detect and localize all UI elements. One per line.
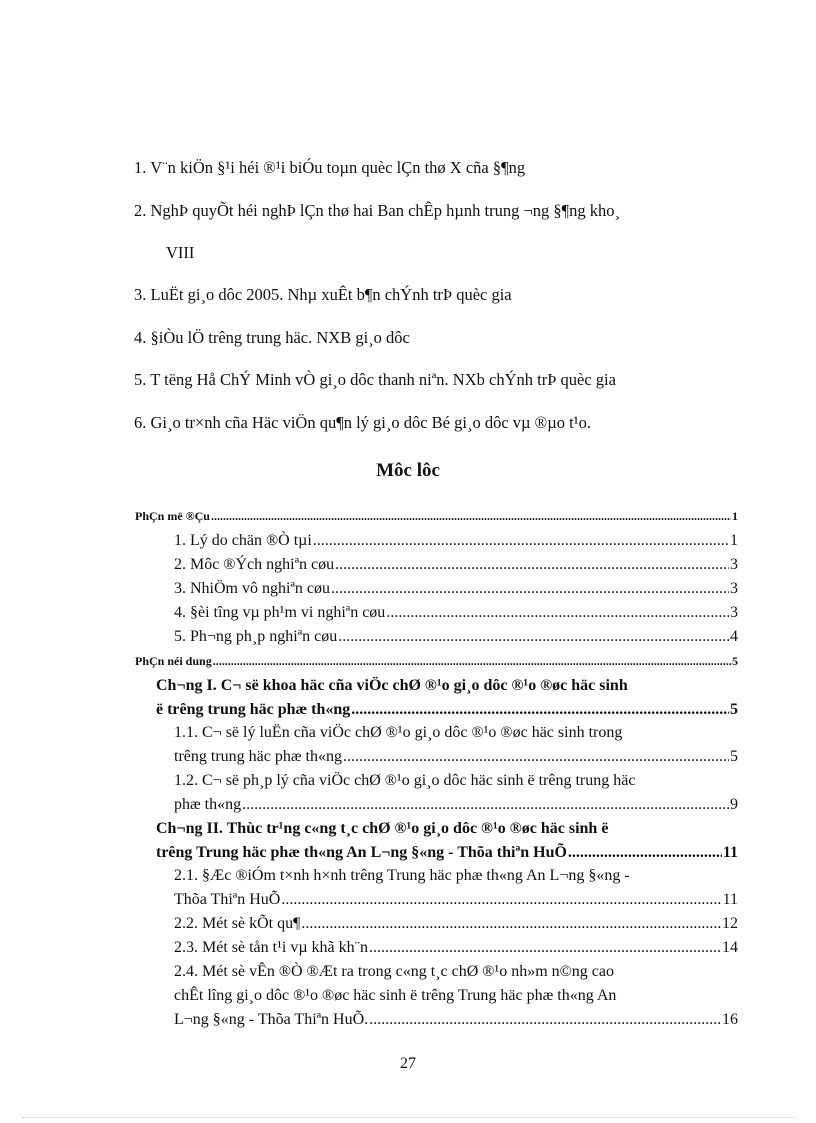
- toc-section-row: [135, 625, 738, 649]
- toc-subsection-line: 1.2. C¬ së ph¸p lý cña viÖc chØ ®¹o gi¸o dôc häc sinh ë trêng trung häc: [174, 772, 636, 789]
- toc-part-label: PhÇn më ®Çu: [135, 509, 210, 523]
- toc-subsection-entry: [135, 721, 738, 769]
- toc-page-number: 14: [722, 939, 738, 956]
- toc-page-number: 5: [730, 748, 738, 765]
- toc-page-number: 1: [730, 532, 738, 549]
- toc-part-row: [135, 506, 738, 529]
- reference-item: 2. NghÞ quyÕt héi nghÞ lÇn thø hai Ban chÊp hµnh trung ¬ng §¶ng kho¸: [134, 200, 620, 220]
- toc-subsection-row: [135, 936, 738, 960]
- toc-section-row: [135, 529, 738, 553]
- toc-section-label: 4. §èi tîng vµ ph¹m vi nghiªn cøu: [174, 604, 386, 621]
- toc-subsection-entry: [135, 864, 738, 912]
- toc-subsection-line: Thõa Thiªn HuÕ: [174, 891, 281, 908]
- toc-section-row: [135, 553, 738, 577]
- toc-part-label: PhÇn néi dung: [135, 654, 212, 668]
- toc-subsection-line: chÊt lîng gi¸o dôc ®¹o ®øc häc sinh ë trêng Trung häc phæ th«ng An: [174, 987, 617, 1004]
- toc-subsection-label: 2.3. Mét sè tån t¹i vµ khã kh¨n: [174, 939, 368, 956]
- toc-page-number: 3: [730, 556, 738, 573]
- toc-page-number: 5: [730, 700, 738, 718]
- toc-subsection-line: 1.1. C¬ së lý luËn cña viÖc chØ ®¹o gi¸o dôc ®¹o ®øc häc sinh trong: [174, 724, 623, 741]
- page-number: 27: [400, 1055, 416, 1072]
- toc-chapter-line: ë trêng trung häc phæ th«ng: [156, 700, 351, 718]
- toc-page-number: 3: [730, 604, 738, 621]
- reference-item: 5. T tëng Hå ChÝ Minh vÒ gi¸o dôc thanh niªn. NXb chÝnh trÞ quèc gia: [134, 370, 616, 389]
- toc-subsection-label: 2.2. Mét sè kÕt qu¶: [174, 915, 301, 932]
- toc-subsection-line: 2.1. §Æc ®iÓm t×nh h×nh trêng Trung häc phæ th«ng An L¬ng §«ng -: [174, 867, 630, 884]
- toc-chapter-line: Ch¬ng II. Thùc tr¹ng c«ng t¸c chØ ®¹o gi¸o dôc ®¹o ®øc häc sinh ë: [156, 820, 609, 837]
- toc-chapter-entry: [135, 817, 738, 864]
- toc-chapter-line: trêng Trung häc phæ th«ng An L¬ng §«ng - Thõa thiªn HuÕ: [156, 843, 567, 861]
- toc-subsection-entry: [135, 769, 738, 817]
- page-bottom-divider: [22, 1117, 796, 1118]
- toc-chapter-line: Ch¬ng I. C¬ së khoa häc cña viÖc chØ ®¹o gi¸o dôc ®¹o ®øc häc sinh: [156, 677, 628, 694]
- toc-subsection-line: 2.4. Mét sè vÊn ®Ò ®Æt ra trong c«ng t¸c chØ ®¹o nh»m n©ng cao: [174, 963, 615, 980]
- toc-subsection-line: phæ th«ng: [174, 796, 242, 813]
- table-of-contents: [135, 506, 738, 1032]
- toc-subsection-entry: [135, 960, 738, 1032]
- toc-page-number: 9: [730, 796, 738, 813]
- toc-page-number: 16: [722, 1011, 738, 1028]
- toc-part-row: [135, 651, 738, 674]
- toc-page-number: 11: [722, 843, 738, 861]
- reference-item: 3. LuËt gi¸o dôc 2005. Nhµ xuÊt b¶n chÝnh trÞ quèc gia: [134, 285, 512, 304]
- toc-chapter-entry: [135, 674, 738, 721]
- toc-section-label: 1. Lý do chän ®Ò tµi: [174, 532, 312, 549]
- reference-item: 4. §iÒu lÖ trêng trung häc. NXB gi¸o dôc: [134, 327, 410, 347]
- toc-page-number: 12: [722, 915, 738, 932]
- toc-section-label: 5. Ph¬ng ph¸p nghiªn cøu: [174, 628, 338, 645]
- toc-section-label: 2. Môc ®Ých nghiªn cøu: [174, 556, 335, 573]
- reference-item: 1. V¨n kiÖn §¹i héi ®¹i biÓu toµn quèc lÇn thø X cña §¶ng: [134, 158, 526, 177]
- toc-page-number: 4: [730, 628, 738, 645]
- toc-page-number: 1: [732, 509, 738, 523]
- toc-section-label: 3. NhiÖm vô nghiªn cøu: [174, 580, 330, 597]
- reference-item-continuation: VIII: [166, 242, 195, 262]
- reference-list: [134, 158, 774, 455]
- toc-page-number: 3: [730, 580, 738, 597]
- toc-subsection-row: [135, 912, 738, 936]
- toc-page-number: 5: [732, 654, 738, 668]
- toc-subsection-line: L¬ng §«ng - Thõa Thiªn HuÕ.: [174, 1011, 369, 1028]
- toc-section-row: [135, 577, 738, 601]
- toc-section-row: [135, 601, 738, 625]
- toc-subsection-line: trêng trung häc phæ th«ng: [174, 748, 342, 765]
- reference-item: 6. Gi¸o tr×nh cña Häc viÖn qu¶n lý gi¸o dôc Bé gi¸o dôc vµ ®µo t¹o.: [134, 412, 591, 432]
- toc-page-number: 11: [722, 891, 738, 908]
- toc-title: Môc lôc: [376, 460, 440, 481]
